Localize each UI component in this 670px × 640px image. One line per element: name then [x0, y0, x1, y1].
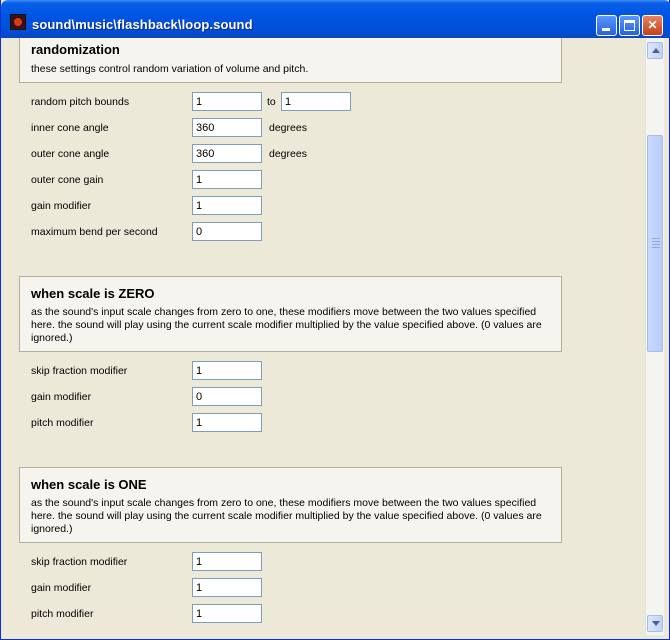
- outer-cone-angle-input[interactable]: [192, 144, 262, 163]
- inner-cone-angle-input[interactable]: [192, 118, 262, 137]
- gain-modifier-input[interactable]: [192, 196, 262, 215]
- close-button[interactable]: [642, 15, 663, 36]
- grip-icon: [652, 247, 660, 248]
- section-title: randomization: [31, 42, 120, 57]
- max-bend-input[interactable]: [192, 222, 262, 241]
- one-gain-modifier-label: gain modifier: [31, 582, 92, 594]
- grip-icon: [652, 241, 660, 242]
- one-gain-modifier-input[interactable]: [192, 578, 262, 597]
- grip-icon: [652, 238, 660, 239]
- zero-gain-modifier-label: gain modifier: [31, 391, 92, 403]
- zero-skip-fraction-input[interactable]: [192, 361, 262, 380]
- range-separator: to: [267, 96, 276, 108]
- outer-cone-gain-label: outer cone gain: [31, 174, 104, 186]
- section-description: these settings control random variation of volume and pitch.: [31, 63, 309, 75]
- gain-modifier-label: gain modifier: [31, 200, 92, 212]
- section-title: when scale is ONE: [31, 477, 147, 492]
- maximize-button[interactable]: [619, 15, 640, 36]
- outer-cone-angle-label: outer cone angle: [31, 148, 110, 160]
- scale-zero-header: [19, 276, 562, 352]
- zero-pitch-modifier-input[interactable]: [192, 413, 262, 432]
- one-pitch-modifier-input[interactable]: [192, 604, 262, 623]
- grip-icon: [652, 244, 660, 245]
- title-bar[interactable]: [1, 0, 670, 38]
- scale-one-header: [19, 467, 562, 543]
- section-title: when scale is ZERO: [31, 286, 155, 301]
- window-title: sound\music\flashback\loop.sound: [32, 17, 253, 32]
- minimize-button[interactable]: [596, 15, 617, 36]
- random-pitch-max-input[interactable]: [281, 92, 351, 111]
- vertical-scrollbar[interactable]: [645, 38, 664, 635]
- scroll-down-button[interactable]: [647, 615, 663, 632]
- max-bend-label: maximum bend per second: [31, 226, 158, 238]
- randomization-header: [19, 38, 562, 83]
- properties-panel: [3, 38, 645, 635]
- one-skip-fraction-label: skip fraction modifier: [31, 556, 128, 568]
- random-pitch-min-input[interactable]: [192, 92, 262, 111]
- app-icon[interactable]: [10, 14, 26, 30]
- section-description: as the sound's input scale changes from zero to one, these modifiers move between the two values specified here. the sound will play using the current scale modifier multiplied by the value specified above. (0 values are ignored.): [31, 497, 542, 535]
- one-pitch-modifier-label: pitch modifier: [31, 608, 94, 620]
- section-description: as the sound's input scale changes from zero to one, these modifiers move between the two values specified here. the sound will play using the current scale modifier multiplied by the value specified above. (0 values are ignored.): [31, 306, 542, 344]
- arrow-up-icon: [652, 48, 660, 53]
- one-skip-fraction-input[interactable]: [192, 552, 262, 571]
- minimize-icon: [602, 28, 610, 31]
- scroll-up-button[interactable]: [647, 42, 663, 59]
- outer-cone-gain-input[interactable]: [192, 170, 262, 189]
- maximize-icon: [624, 20, 635, 31]
- zero-skip-fraction-label: skip fraction modifier: [31, 365, 128, 377]
- inner-cone-unit: degrees: [269, 122, 307, 134]
- outer-cone-unit: degrees: [269, 148, 307, 160]
- scroll-thumb[interactable]: [647, 135, 663, 352]
- random-pitch-bounds-label: random pitch bounds: [31, 96, 130, 108]
- zero-gain-modifier-input[interactable]: [192, 387, 262, 406]
- arrow-down-icon: [652, 621, 660, 626]
- inner-cone-angle-label: inner cone angle: [31, 122, 109, 134]
- zero-pitch-modifier-label: pitch modifier: [31, 417, 94, 429]
- close-icon: ✕: [647, 18, 658, 32]
